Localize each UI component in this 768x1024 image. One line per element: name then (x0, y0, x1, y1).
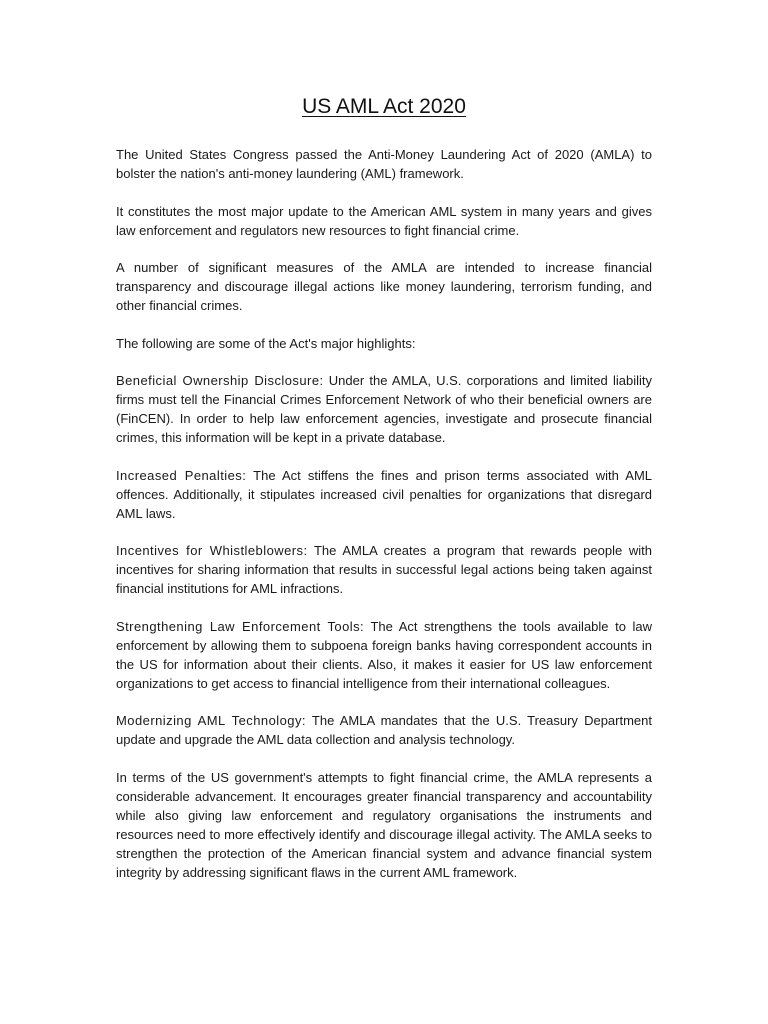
highlight-text: The AMLA creates a program that rewards people with incentives for sharing information that results in successful legal actions being taken against financial institutions for AML infractions. (116, 543, 653, 596)
paragraph-highlights-intro: The following are some of the Act's major highlights: (116, 335, 416, 351)
highlight-law-enforcement-tools (116, 617, 652, 693)
highlight-lead: Increased Penalties: (116, 467, 247, 483)
highlight-lead: Incentives for Whistleblowers: (116, 543, 308, 558)
paragraph-conclusion: In terms of the US government's attempts to fight financial crime, the AMLA represents a considerable advancement. It encourages greater financial transparency and accountability while also giving law enforcement and regulatory organisations the instruments and resources need to more effectively identify and discourage illegal activity. The AMLA seeks to strengthen the protection of the American financial system and advance financial system integrity by addressing significant flaws in the current AML framework. (116, 769, 652, 880)
document-title: US AML Act 2020 (302, 95, 466, 118)
highlight-text: The Act stiffens the fines and prison terms associated with AML offences. Additionally, it stipulates increased civil penalties for organizations that disregard AML laws. (116, 467, 653, 521)
highlight-text: Under the AMLA, U.S. corporations and limited liability firms must tell the Financial Crimes Enforcement Network of who their beneficial owners are (FinCEN). In order to help law enforcement agencies, investigate and prosecute financial crimes, this information will be kept in a private database. (116, 373, 652, 445)
highlight-aml-technology (116, 711, 652, 749)
highlight-lead: Modernizing AML Technology: (116, 713, 306, 728)
highlight-beneficial-ownership (116, 371, 652, 447)
paragraph-intro: The United States Congress passed the Anti-Money Laundering Act of 2020 (AMLA) to bolster the nation's anti-money laundering (AML) framework. (116, 147, 652, 181)
highlight-increased-penalties (116, 466, 652, 523)
highlight-text: The AMLA mandates that the U.S. Treasury Department update and upgrade the AML data collection and analysis technology. (116, 713, 652, 747)
highlight-lead: Beneficial Ownership Disclosure: (116, 373, 324, 388)
paragraph-measures: A number of significant measures of the AMLA are intended to increase financial transparency and discourage illegal actions like money laundering, terrorism funding, and other financial crimes. (116, 260, 652, 313)
highlight-whistleblowers (116, 541, 652, 598)
highlight-lead: Strengthening Law Enforcement Tools: (116, 618, 365, 634)
paragraph-update: It constitutes the most major update to the American AML system in many years and gives law enforcement and regulators new resources to fight financial crime. (116, 203, 652, 238)
highlight-text: The Act strengthens the tools available to law enforcement by allowing them to subpoena foreign banks having correspondent accounts in the US for information about their clients. Also, it makes it easier for US law enforcement organizations to get access to financial intelligence from their international colleagues. (116, 618, 652, 691)
document-body (116, 145, 652, 882)
